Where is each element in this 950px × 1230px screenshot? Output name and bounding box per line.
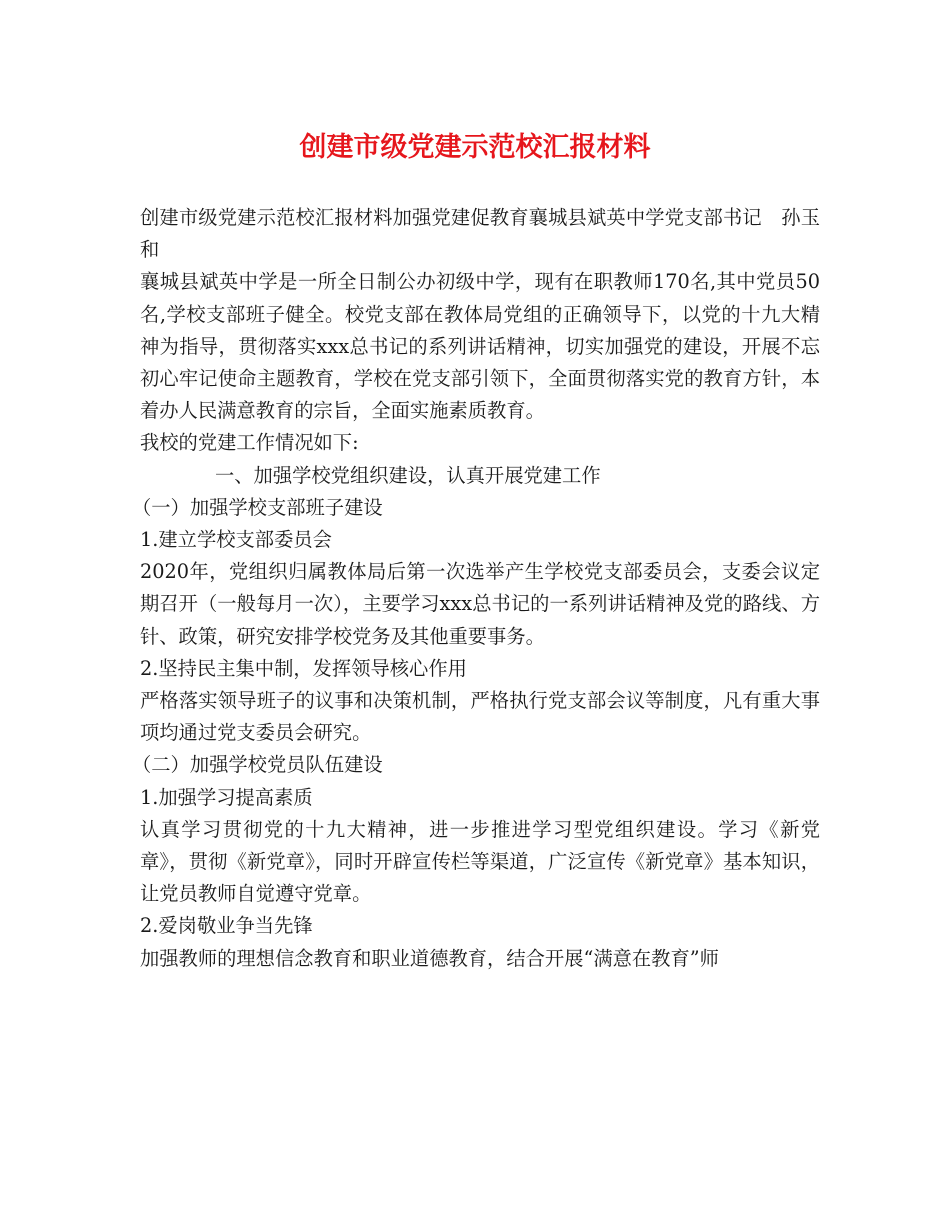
paragraph-lead-in: 我校的党建工作情况如下: <box>140 431 359 455</box>
item-heading-1-1: 1.建立学校支部委员会 <box>140 528 332 552</box>
document-title: 创建市级党建示范校汇报材料 <box>299 132 651 163</box>
paragraph-school-overview: 襄城县斌英中学是一所全日制公办初级中学，现有在职教师170名,其中党员50名,学校支部班子健全。校党支部在教体局党组的正确领导下，以党的十九大精神为指导，贯彻落实xxx总书记的系列讲话精神，切实加强党的建设，开展不忘初心牢记使命主题教育，学校在党支部引领下，全面贯彻落实党的教育方针，本着办人民满意教育的宗旨，全面实施素质教育。 <box>140 270 820 423</box>
item-heading-2-1: 1.加强学习提高素质 <box>140 785 313 809</box>
paragraph-committee: 2020年，党组织归属教体局后第一次选举产生学校党支部委员会，支委会议定期召开（一般每月一次），主要学习xxx总书记的一系列讲话精神及党的路线、方针、政策，研究安排学校党务及其他重要事务。 <box>140 560 820 648</box>
item-heading-2-2: 2.爱岗敬业争当先锋 <box>140 914 313 938</box>
paragraph-intro-line: 创建市级党建示范校汇报材料加强党建促教育襄城县斌英中学党支部书记 孙玉和 <box>140 206 820 262</box>
paragraph-decision-mechanism: 严格落实领导班子的议事和决策机制，严格执行党支部会议等制度，凡有重大事项均通过党支委员会研究。 <box>140 689 820 745</box>
item-heading-1-2: 2.坚持民主集中制，发挥领导核心作用 <box>140 656 467 680</box>
document-body <box>132 202 820 975</box>
subsection-heading-1: （一）加强学校支部班子建设 <box>132 495 383 519</box>
section-heading-1: 一、加强学校党组织建设，认真开展党建工作 <box>215 463 601 487</box>
paragraph-study: 认真学习贯彻党的十九大精神，进一步推进学习型党组织建设。学习《新党章》，贯彻《新党章》，同时开辟宣传栏等渠道，广泛宣传《新党章》基本知识，让党员教师自觉遵守党章。 <box>140 817 820 906</box>
paragraph-ethics: 加强教师的理想信念教育和职业道德教育，结合开展“满意在教育”师 <box>140 946 719 970</box>
subsection-heading-2: （二）加强学校党员队伍建设 <box>132 753 383 777</box>
